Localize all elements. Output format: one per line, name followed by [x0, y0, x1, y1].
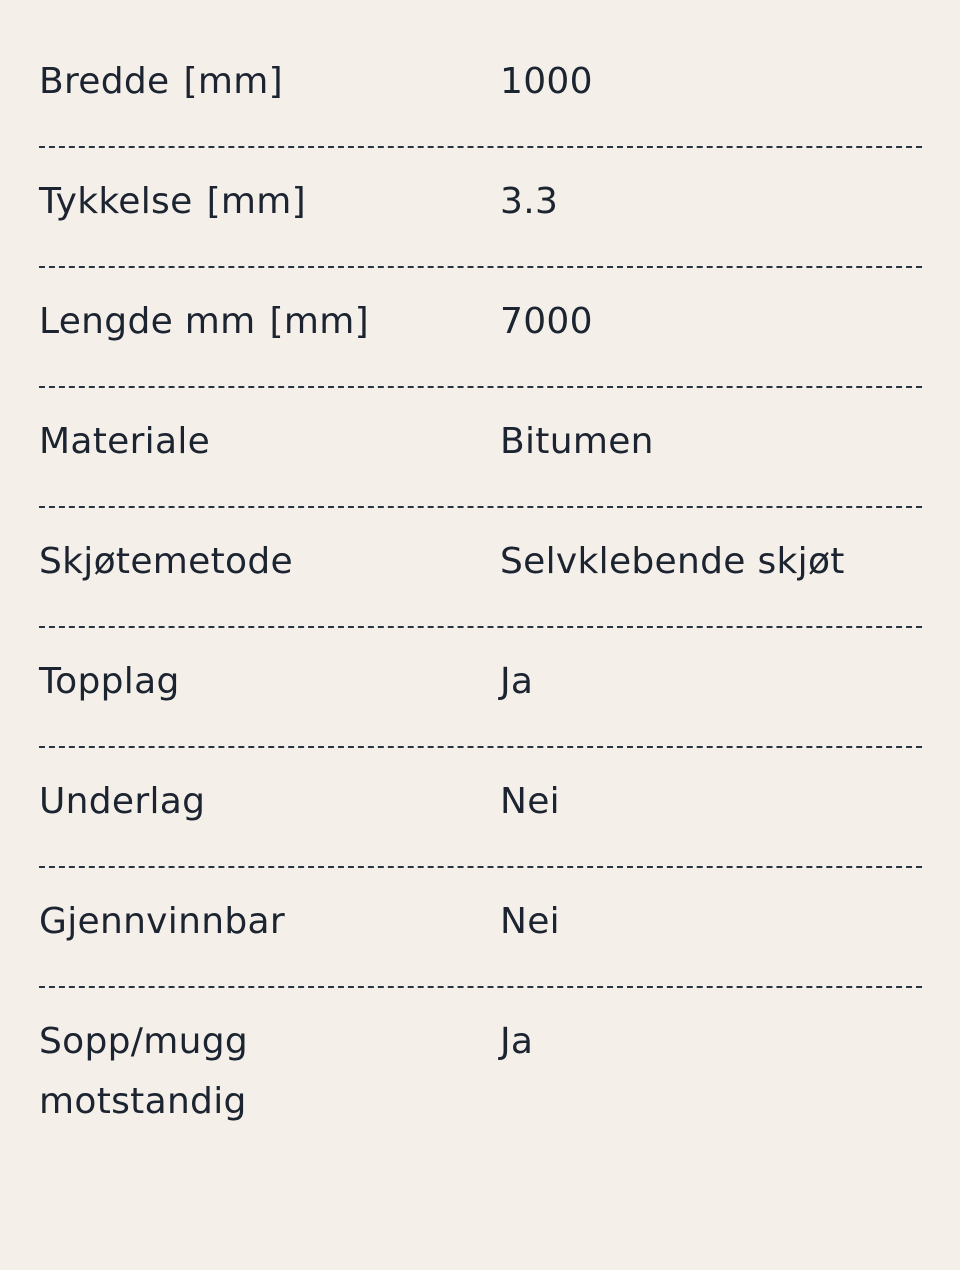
spec-label: [39, 292, 500, 352]
spec-value: 3.3: [500, 181, 559, 222]
spec-label: Gjennvinnbar: [39, 901, 285, 942]
spec-row-materiale: [39, 388, 922, 508]
spec-value: Bitumen: [500, 421, 654, 462]
spec-value: Nei: [500, 781, 560, 822]
spec-label: [39, 172, 500, 232]
spec-row-gjennvinnbar: [39, 868, 922, 988]
spec-row-topplag: [39, 628, 922, 748]
spec-label-text: Tykkelse: [39, 181, 193, 222]
spec-label-text: Bredde: [39, 61, 170, 102]
spec-row-sopp-mugg: [39, 988, 922, 1166]
spec-value: Ja: [500, 1021, 534, 1062]
spec-value: 7000: [500, 301, 593, 342]
spec-value: 1000: [500, 61, 593, 102]
spec-label: Underlag: [39, 781, 206, 822]
spec-value: Nei: [500, 901, 560, 942]
spec-label: [39, 1012, 500, 1132]
spec-label-text: Lengde mm: [39, 301, 256, 342]
spec-value: Ja: [500, 661, 534, 702]
spec-unit: [mm]: [206, 181, 306, 222]
spec-label: Materiale: [39, 421, 211, 462]
spec-label: [39, 52, 500, 112]
spec-label-text: Sopp/mugg motstandig: [39, 1021, 248, 1122]
spec-unit: [mm]: [183, 61, 283, 102]
spec-row-underlag: [39, 748, 922, 868]
spec-row-skjotemetode: [39, 508, 922, 628]
spec-unit: [mm]: [269, 301, 369, 342]
spec-row-bredde: [39, 28, 922, 148]
spec-row-lengde: [39, 268, 922, 388]
spec-row-tykkelse: [39, 148, 922, 268]
spec-label: Topplag: [39, 661, 180, 702]
spec-table: [39, 28, 922, 1166]
spec-label: Skjøtemetode: [39, 541, 293, 582]
spec-value: Selvklebende skjøt: [500, 541, 845, 582]
